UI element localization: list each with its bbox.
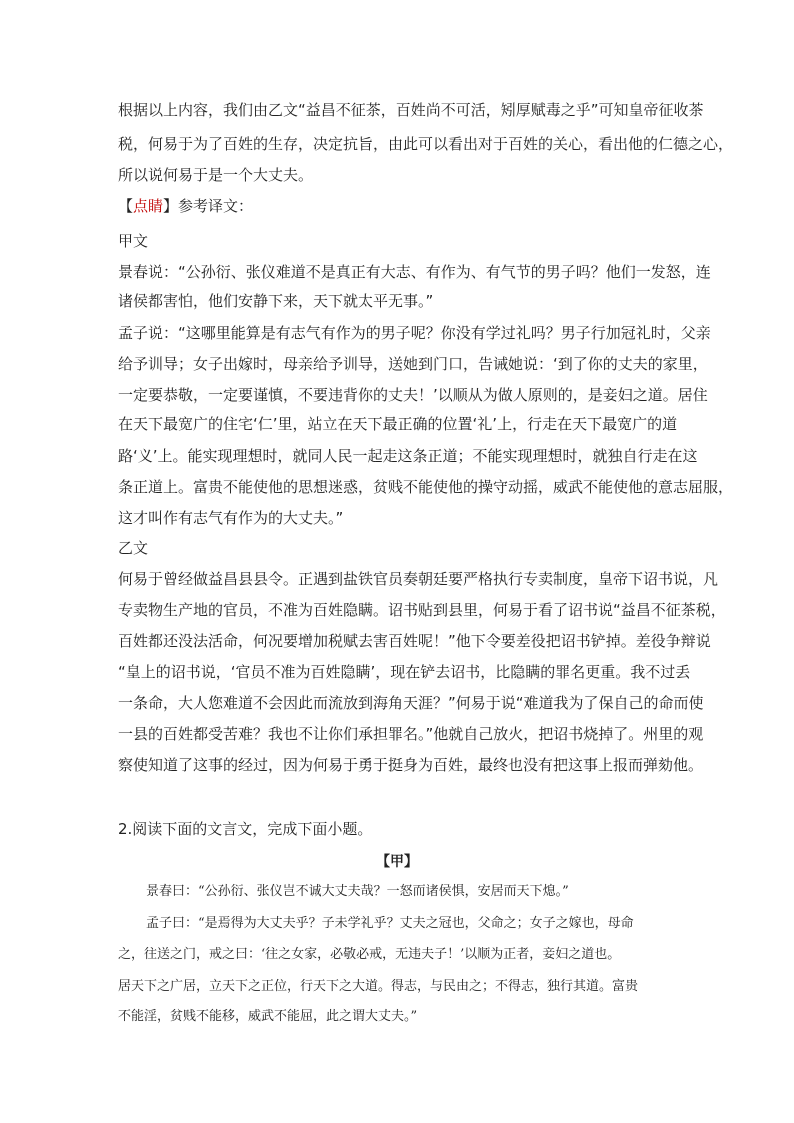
dianjing-heading <box>118 196 253 216</box>
jia-title: 【甲】 <box>376 854 418 870</box>
yiwen-heading: 乙文 <box>118 539 149 557</box>
yiwen-line-7: 察使知道了这事的经过，因为何易于勇于挺身为百姓，最终也没有把这事上报而弹劾他。 <box>118 756 704 774</box>
yiwen-line-4: “皇上的诏书说，‘官员不准为百姓隐瞒’，现在铲去诏书，比隐瞒的罪名更重。我不过丢 <box>118 663 691 681</box>
jiawen-line-5: 一定要恭敬，一定要谨慎，不要违背你的丈夫！’以顺从为做人原则的，是妾妇之道。居住 <box>118 386 708 404</box>
analysis-line-2: 税，何易于为了百姓的生存，决定抗旨，由此可以看出对于百姓的关心，看出他的仁德之心， <box>118 135 734 153</box>
classical-line-4: 居天下之广居，立天下之正位，行天下之大道。得志，与民由之；不得志，独行其道。富贵 <box>118 979 639 994</box>
classical-line-3: 之，往送之门，戒之曰：‘往之女家，必敬必戒，无违夫子！’以顺为正者，妾妇之道也。 <box>118 947 621 962</box>
yiwen-line-3: 百姓都还没法活命，何况要增加税赋去害百姓呢！”他下令要差役把诏书铲掉。差役争辩说 <box>118 632 711 650</box>
jiawen-line-4: 给予训导；女子出嫁时，母亲给予训导，送她到门口，告诫她说：‘到了你的丈夫的家里， <box>118 355 708 373</box>
jiawen-line-3: 孟子说：“这哪里能算是有志气有作为的男子呢？你没有学过礼吗？男子行加冠礼时，父亲 <box>118 324 711 342</box>
question-2-prompt: 2.阅读下面的文言文，完成下面小题。 <box>118 820 373 838</box>
jiawen-heading: 甲文 <box>118 232 149 250</box>
yiwen-line-1: 何易于曾经做益昌县县令。正遇到盐铁官员奏朝廷要严格执行专卖制度，皇帝下诏书说，凡 <box>118 570 719 588</box>
dianjing-bracket-open: 【 <box>118 197 134 215</box>
jiawen-line-2: 诸侯都害怕，他们安静下来，天下就太平无事。” <box>118 292 434 310</box>
analysis-line-3: 所以说何易于是一个大丈夫。 <box>118 166 314 184</box>
jiawen-line-8: 条正道上。富贵不能使他的思想迷惑，贫贱不能使他的操守动摇，威武不能使他的意志屈服， <box>118 478 734 496</box>
jiawen-line-9: 这才叫作有志气有作为的大丈夫。” <box>118 509 344 527</box>
yiwen-line-5: 一条命，大人您难道不会因此而流放到海角天涯？”何易于说“难道我为了保自己的命而使 <box>118 694 704 712</box>
yiwen-line-2: 专卖物生产地的官员，不准为百姓隐瞒。诏书贴到县里，何易于看了诏书说“益昌不征茶税， <box>118 601 726 619</box>
dianjing-word: 点睛 <box>133 197 164 215</box>
jiawen-line-1: 景春说：“公孙衍、张仪难道不是真正有大志、有作为、有气节的男子吗？他们一发怒，连 <box>118 263 711 281</box>
classical-line-5: 不能淫，贫贱不能移，威武不能屈，此之谓大丈夫。” <box>118 1009 418 1024</box>
yiwen-line-6: 一县的百姓都受苦难？我也不让你们承担罪名。”他就自己放火，把诏书烧掉了。州里的观 <box>118 725 704 743</box>
dianjing-bracket-close: 】 <box>163 197 179 215</box>
analysis-line-1: 根据以上内容，我们由乙文“益昌不征茶，百姓尚不可活，矧厚赋毒之乎”可知皇帝征收茶 <box>118 101 704 119</box>
jiawen-line-6: 在天下最宽广的住宅‘仁’里，站立在天下最正确的位置‘礼’上，行走在天下最宽广的道 <box>118 415 678 433</box>
classical-line-2: 孟子曰：“是焉得为大丈夫乎？子未学礼乎？丈夫之冠也，父命之；女子之嫁也，母命 <box>146 916 634 931</box>
jiawen-line-7: 路‘义’上。能实现理想时，就同人民一起走这条正道；不能实现理想时，就独自行走在这 <box>118 447 698 465</box>
classical-line-1: 景春曰：“公孙衍、张仪岂不诚大丈夫哉？一怒而诸侯惧，安居而天下熄。” <box>146 884 569 899</box>
dianjing-rest: 参考译文： <box>178 197 254 215</box>
